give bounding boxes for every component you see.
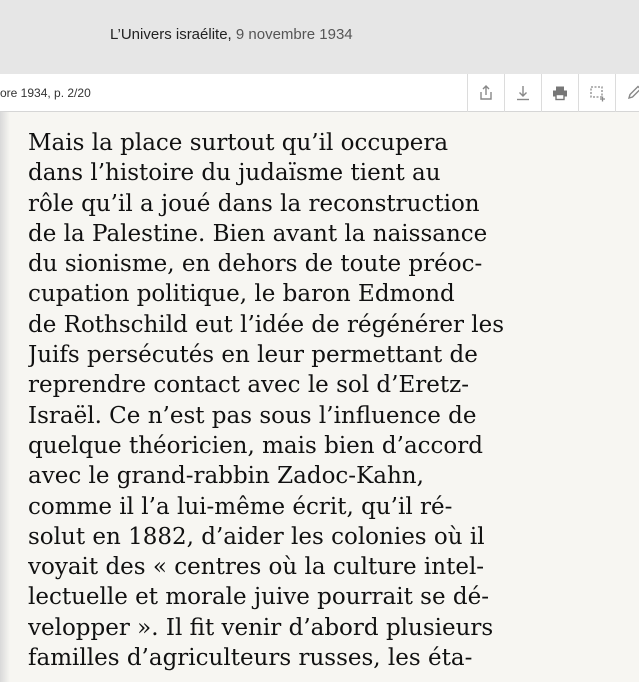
scanned-page xyxy=(0,112,639,682)
text-line: cupation politique, le baron Edmond xyxy=(28,281,455,308)
publication-name: L’Univers israélite, xyxy=(110,26,232,43)
share-button[interactable] xyxy=(467,74,504,112)
print-button[interactable] xyxy=(541,74,578,112)
text-line: avec le grand-rabbin Zadoc-Kahn, xyxy=(28,463,424,490)
page-info: ore 1934, p. 2/20 xyxy=(0,86,91,100)
text-line: Juifs persécutés en leur permettant de xyxy=(28,342,478,369)
crop-icon xyxy=(588,84,606,102)
crop-button[interactable] xyxy=(578,74,615,112)
share-icon xyxy=(477,84,495,102)
text-line: velopper ». Il fit venir d’abord plusieurs xyxy=(28,614,494,641)
publication-date: 9 novembre 1934 xyxy=(231,26,353,43)
print-icon xyxy=(551,84,569,102)
text-line: de Rothschild eut l’idée de régénérer les xyxy=(28,311,505,338)
text-line: solut en 1882, d’aider les colonies où il xyxy=(28,523,485,550)
text-line: du sionisme, en dehors de toute préoc- xyxy=(28,251,483,278)
page-shadow xyxy=(0,112,10,682)
document-title xyxy=(110,26,353,43)
text-line: Israël. Ce n’est pas sous l’influence de xyxy=(28,402,477,429)
download-icon xyxy=(514,84,532,102)
text-line: Mais la place surtout qu’il occupera xyxy=(28,130,449,156)
viewer-toolbar xyxy=(0,74,639,112)
edit-icon xyxy=(625,84,639,102)
text-line: voyait des « centres où la culture intel- xyxy=(28,554,485,581)
download-button[interactable] xyxy=(504,74,541,112)
text-line: dans l’histoire du judaïsme tient au xyxy=(28,160,441,187)
document-viewer[interactable] xyxy=(0,112,639,682)
article-text xyxy=(28,128,561,673)
text-line: reprendre contact avec le sol d’Eretz- xyxy=(28,372,469,399)
text-line: lectuelle et morale juive pourrait se dé- xyxy=(28,584,489,611)
text-line: familles d’agriculteurs russes, les éta- xyxy=(28,645,473,672)
text-line: comme il l’a lui-même écrit, qu’il ré- xyxy=(28,493,453,520)
edit-button[interactable] xyxy=(615,74,639,112)
text-line: de la Palestine. Bien avant la naissance xyxy=(28,220,488,247)
text-line: quelque théoricien, mais bien d’accord xyxy=(28,432,483,459)
text-line: rôle qu’il a joué dans la reconstruction xyxy=(28,190,480,217)
title-bar xyxy=(0,0,639,74)
